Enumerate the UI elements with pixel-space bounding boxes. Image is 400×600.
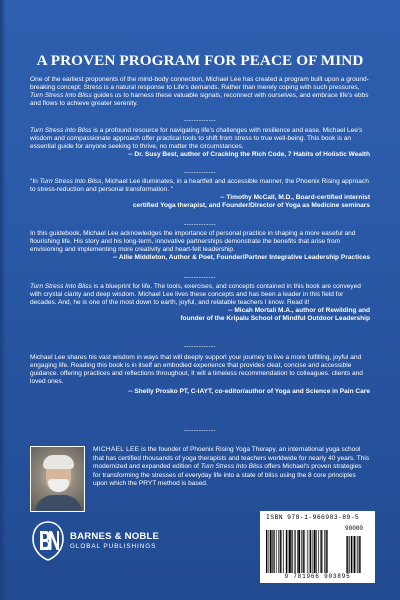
spine-shadow: [0, 0, 6, 600]
endorsement-4-attribution-line1: -- Micah Mortali M.A., author of Rewilding and: [228, 307, 370, 315]
endorsement-2-book-title: Turn Stress Into Bliss: [39, 178, 102, 185]
separator-1: -------------: [183, 117, 217, 124]
endorsement-2-attribution-line2: certified Yoga therapist, and Founder/Director of Yoga as Medicine seminars: [132, 202, 370, 210]
endorsement-1-book-title: Turn Stress into Bliss: [30, 127, 92, 134]
barcode-number: 9 781966 903895: [284, 573, 351, 580]
endorsement-3-attribution: -- Allie Middleton, Author & Poet, Founder/Partner Integrative Leadership Practices: [112, 254, 370, 262]
endorsement-4-book-title: Turn Stress Into Bliss: [30, 283, 92, 290]
endorsement-4-attribution-line2: founder of the Kripalu School of Mindful Outdoor Leadership: [180, 315, 370, 323]
intro-text-end: guides us to harness these valuable signals, reconnect with ourselves, and embrace life's ebbs and flows to achieve greater serenity.: [30, 92, 369, 108]
author-photo: [30, 446, 85, 512]
endorsement-5-text: Michael Lee shares his vast wisdom in ways that will deeply support your journey to live a more fulfilling, joyful and engaging life. Reading this book is in itself an embodied experience that provides cleat, concise and accessible guidance. offering practices and reflections throughout, It will a timeless recommendation to colleagues. clients and loved ones.: [30, 354, 363, 386]
publisher-name: BARNES & NOBLE: [70, 531, 160, 542]
author-name: MICHAEL LEE: [93, 446, 140, 453]
intro-book-title: Turn Stress Into Bliss: [30, 92, 92, 100]
separator-2: -------------: [183, 169, 217, 176]
separator-6: -------------: [183, 427, 217, 434]
endorsement-4: [30, 283, 370, 323]
endorsement-5: [30, 354, 370, 396]
author-bio-text-start: is the founder of Phoenix Rising Yoga Therapy, an international yoga school that has certified thousands of yoga therapists and teachers worldwide for nearly 40 years. This modernized and expanded edition of: [93, 446, 370, 471]
author-bio: [93, 446, 370, 489]
barcode-bars: [266, 526, 368, 574]
isbn-barcode: [260, 511, 375, 583]
endorsement-3-text: In this guidebook, Michael Lee acknowledges the importance of personal practice in shaping a more easeful and flourishing life. His story and his long-term, innovative partnerships demonstrate the benefits that arise from envisioning and implementing more creativity and heart-felt leadership.: [30, 230, 356, 254]
back-cover-headline: A PROVEN PROGRAM FOR PEACE OF MIND: [36, 52, 364, 69]
author-bio-book-title: Turn Stress Into Bliss: [200, 463, 263, 471]
bn-monogram-icon: [30, 520, 66, 562]
endorsement-2-attribution-line1: -- Timothy McCall, M.D., Board-certified internist: [220, 194, 370, 202]
endorsement-2-prefix: "In: [30, 178, 40, 185]
endorsement-5-attribution: -- Shelly Prosko PT, C-IAYT, co-editor/author of Yoga and Science in Pain Care: [128, 388, 370, 396]
isbn-number: ISBN 978-1-966903-89-5: [266, 514, 360, 521]
separator-4: -------------: [183, 274, 217, 281]
separator-5: -------------: [183, 343, 217, 350]
endorsement-1-text: is a profound resource for navigating life's challenges with resilience and ease. Michael Lee's wisdom and compassionate approach offer practical tools to shift from stress to true well-being. This book is an essential guide for anyone seeking to thrive, no matter the circumstances.: [30, 127, 363, 151]
intro-text-start: One of the earliest proponents of the mind-body connection, Michael Lee has created a program built upon a ground-breaking concept: Stress is a natural response to Life's demands. Rather than merely coping with such pressures,: [30, 76, 369, 92]
publisher-subtitle: GLOBAL PUBLISHINGS: [70, 543, 157, 550]
author-bio-text-end: offers Michael's proven strategies for transforming the stresses of everyday life into a state of bliss using the 8 core principles upon which the PRYT method is based.: [93, 463, 362, 488]
separator-3: -------------: [183, 221, 217, 228]
endorsement-4-text: is a blueprint for life. The tools, exercises, and concepts contained in this book are conveyed with crystal clarity and deep wisdom. Michael Lee lives these concepts and has been a leader in this field for decades. And, he is one of the most down to earth, joyful, and relatable teachers I know. Read it!: [30, 283, 361, 307]
price-code: 90000: [345, 525, 364, 532]
endorsement-2-text: , Michael Lee illuminates, in a heartfelt and accessible manner, the Phoenix Rising approach to stress-reduction and personal transformation. ": [30, 178, 369, 194]
intro-paragraph: [30, 76, 370, 108]
endorsement-1-attribution: -- Dr. Susy Best, author of Cracking the Rich Code, 7 Habits of Holistic Wealth: [128, 151, 370, 159]
publisher-logo: [30, 520, 180, 562]
endorsement-3: [30, 230, 370, 262]
endorsement-2: [30, 178, 370, 210]
endorsement-1: [30, 127, 370, 159]
